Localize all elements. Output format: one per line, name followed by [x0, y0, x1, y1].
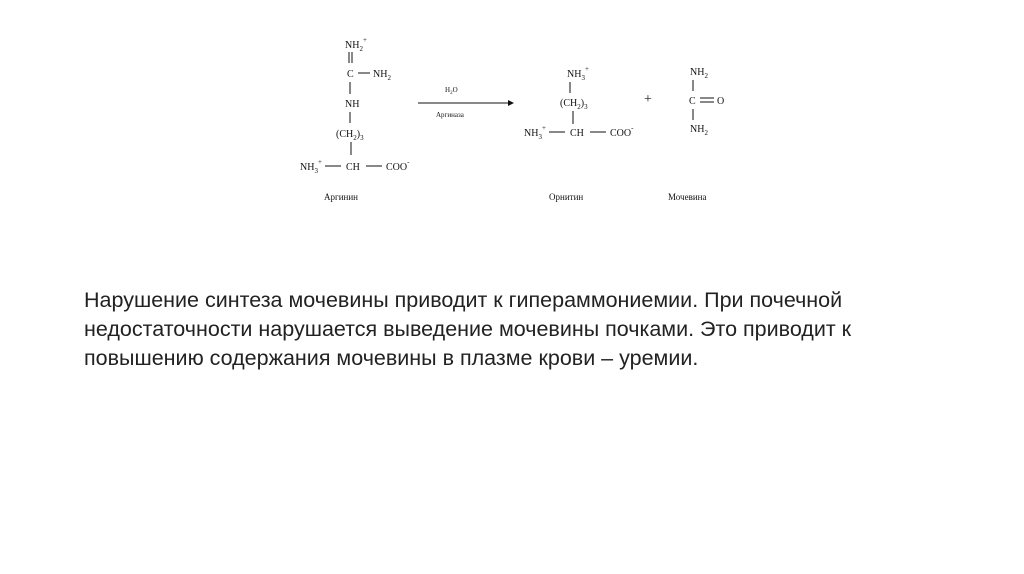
arginine-nh3: $NH_3^+$: [300, 158, 322, 175]
arrow-enzyme-label: Аргиназа: [436, 111, 464, 119]
ornithine-structure: [524, 65, 634, 202]
ornithine-ch2: $(CH_2)_3$: [560, 98, 588, 111]
reaction-arrow: [418, 86, 514, 119]
urea-o: O: [717, 96, 725, 107]
arginine-nh2-plus: $NH_2^+$: [345, 36, 367, 53]
ornithine-coo: COO-: [610, 124, 634, 139]
ornithine-label: Орнитин: [549, 192, 584, 202]
arginine-label: Аргинин: [324, 192, 358, 202]
urea-nh2-bottom: $NH_2$: [690, 124, 708, 137]
arginine-structure: [300, 36, 410, 202]
urea-label: Мочевина: [668, 192, 707, 202]
arginine-ch: CH: [346, 162, 360, 173]
plus-sign: +: [644, 92, 652, 107]
body-paragraph: Нарушение синтеза мочевины приводит к гипераммониемии. При почечной недостаточности нарушается выведение мочевины почками. Это приводит к повышению содержания мочевины в плазме крови – уремии.: [84, 288, 852, 370]
ornithine-nh3-top: $NH_3^+$: [567, 65, 589, 82]
arginine-coo: COO-: [386, 158, 410, 173]
arginine-nh: NH: [345, 99, 360, 110]
urea-structure: [668, 67, 724, 202]
arrow-water-label: $H_2O$: [445, 86, 458, 96]
ornithine-nh3-left: $NH_3^+$: [524, 124, 546, 141]
urea-nh2-top: $NH_2$: [690, 67, 708, 80]
reaction-scheme: [0, 0, 1024, 230]
arginine-c: C: [347, 69, 354, 80]
arginine-nh2-side: $NH_2$: [373, 69, 391, 82]
arrow-head: [508, 100, 514, 106]
urea-c: C: [689, 96, 696, 107]
ornithine-ch: CH: [570, 128, 584, 139]
arginine-ch2: $(CH_2)_3$: [336, 129, 364, 142]
